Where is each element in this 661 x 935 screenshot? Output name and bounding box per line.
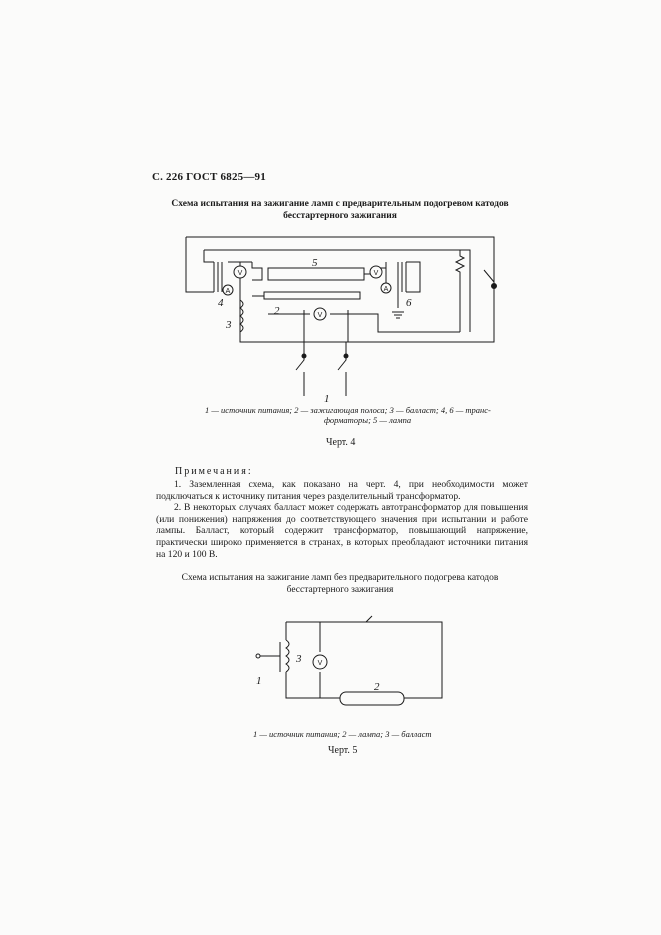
figure4-caption-line1: 1 — источник питания; 2 — зажигающая полоса; 3 — балласт; 4, 6 — транс- [205,405,491,415]
fig4-lamp-5 [268,268,364,280]
fig5-num-1: 1 [256,675,262,687]
fig4-num-3: 3 [226,319,232,331]
fig4-ground [392,292,404,318]
fig5-ballast-3 [286,640,289,672]
fig4-v-label-bottom: V [317,312,323,319]
figure5-title: Схема испытания на зажигание ламп без предварительного подогрева катодов бесстартерного зажигания [181,573,499,595]
notes-body [156,479,528,560]
fig4-num-5: 5 [312,257,318,269]
fig4-num-4: 4 [218,297,224,309]
figure4-label: Черт. 4 [326,437,356,448]
fig4-num-6: 6 [406,297,412,309]
notes-title: Примечания: [175,466,253,477]
figure4-title: Схема испытания на зажигание ламп с предварительным подогревом катодов бесстартерного зажигания [171,199,509,221]
figure5-caption: 1 — источник питания; 2 — лампа; 3 — балласт [253,729,432,739]
note-item: 1. Заземленная схема, как показано на черт. 4, при необходимости может подключаться к источнику питания через разделительный трансформатор. [156,479,528,502]
fig4-v-label-right: V [373,270,379,277]
fig5-switch [366,616,386,622]
fig4-potentiometer [456,250,464,332]
fig5-lamp-2 [340,692,404,705]
fig4-num-2: 2 [274,305,280,317]
fig4-a-label: A [225,288,231,295]
fig4-v-label: V [237,270,243,277]
fig5-num-2: 2 [374,681,380,693]
fig5-v-label: V [317,660,323,667]
figure4-caption-line2: форматоры; 5 — лампа [324,415,412,425]
note-item: 2. В некоторых случаях балласт может содержать автотрансформатор для повышения (или понижения) напряжения до соответствующего значения при испытании и работе лампы. Балласт, который содержит трансформатор, повышающий напряжение, практически широко применяется в странах, в которых преобладают источники питания на 120 и 100 В. [156,502,528,560]
fig4-num-1: 1 [324,393,330,405]
fig4-switch-right [338,342,346,396]
fig4-transformer-4 [214,262,222,292]
page-header: С. 226 ГОСТ 6825—91 [152,171,266,183]
fig4-a-label-right: A [383,286,389,293]
figure5-circuit-diagram [258,616,442,705]
fig4-switch-left [296,342,304,396]
figure5-label: Черт. 5 [328,745,358,756]
fig5-num-3: 3 [296,653,302,665]
fig4-transformer-6 [398,262,406,292]
fig4-strip-2 [264,292,360,299]
fig4-left-wire [186,237,214,292]
